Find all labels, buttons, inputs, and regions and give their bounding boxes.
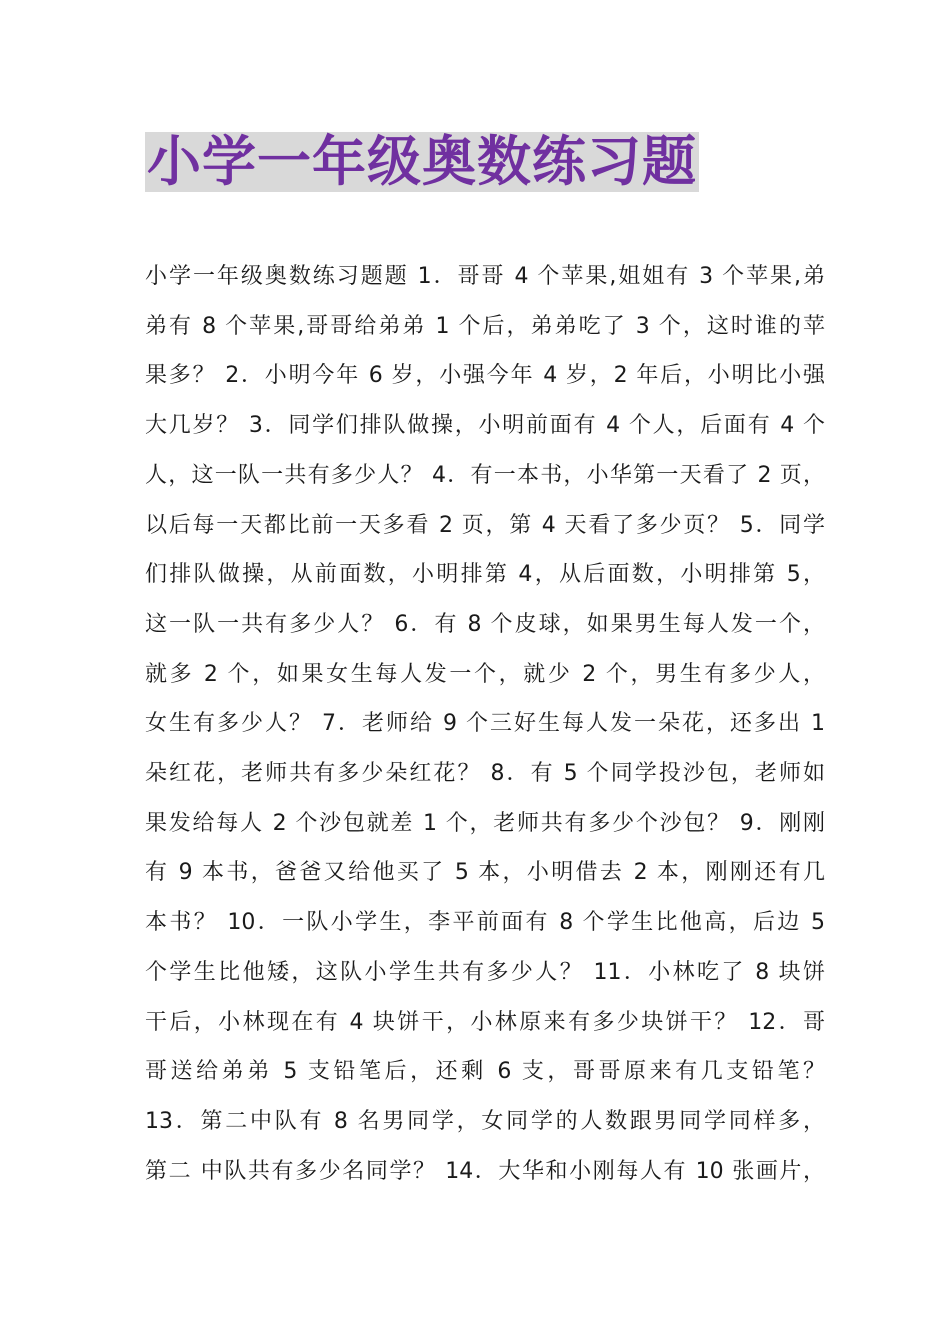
text-line: 小学一年级奥数练习题题 1．哥哥 4 个苹果,姐姐有 3 个苹果,弟 [145,264,825,289]
text-line: 干后，小林现在有 4 块饼干，小林原来有多少块饼干？ 12．哥 [145,1009,825,1035]
text-line: 弟有 8 个苹果,哥哥给弟弟 1 个后，弟弟吃了 3 个，这时谁的苹 [145,313,825,339]
page-title: 小学一年级奥数练习题 [147,130,697,193]
text-line: 以后每一天都比前一天多看 2 页，第 4 天看了多少页？ 5．同学 [145,512,825,538]
text-line: 本书？ 10．一队小学生，李平前面有 8 个学生比他高，后边 5 [145,910,825,936]
text-line: 哥送给弟弟 5 支铅笔后，还剩 6 支，哥哥原来有几支铅笔？ [145,1059,825,1085]
body-paragraph [145,252,825,1196]
title-highlight [145,132,699,192]
text-line: 个学生比他矮，这队小学生共有多少人？ 11．小林吃了 8 块饼 [145,959,825,985]
text-line: 朵红花，老师共有多少朵红花？ 8．有 5 个同学投沙包，老师如 [145,761,825,787]
text-line: 们排队做操，从前面数，小明排第 4，从后面数，小明排第 5， [145,562,825,588]
text-line: 这一队一共有多少人？ 6．有 8 个皮球，如果男生每人发一个， [145,611,825,637]
text-line: 人，这一队一共有多少人？ 4．有一本书，小华第一天看了 2 页， [145,462,825,488]
text-line: 女生有多少人？ 7．老师给 9 个三好生每人发一朵花，还多出 1 [145,711,825,737]
text-line: 果发给每人 2 个沙包就差 1 个，老师共有多少个沙包？ 9．刚刚 [145,810,825,836]
text-line: 13．第二中队有 8 名男同学，女同学的人数跟男同学同样多， [145,1108,825,1134]
text-line: 果多？ 2．小明今年 6 岁，小强今年 4 岁，2 年后，小明比小强 [145,363,825,389]
text-line: 第二 中队共有多少名同学？ 14．大华和小刚每人有 10 张画片， [145,1158,825,1184]
text-line: 有 9 本书，爸爸又给他买了 5 本，小明借去 2 本，刚刚还有几 [145,860,825,886]
text-line: 大几岁？ 3．同学们排队做操，小明前面有 4 个人，后面有 4 个 [145,413,825,439]
text-line: 就多 2 个，如果女生每人发一个，就少 2 个，男生有多少人， [145,661,825,687]
